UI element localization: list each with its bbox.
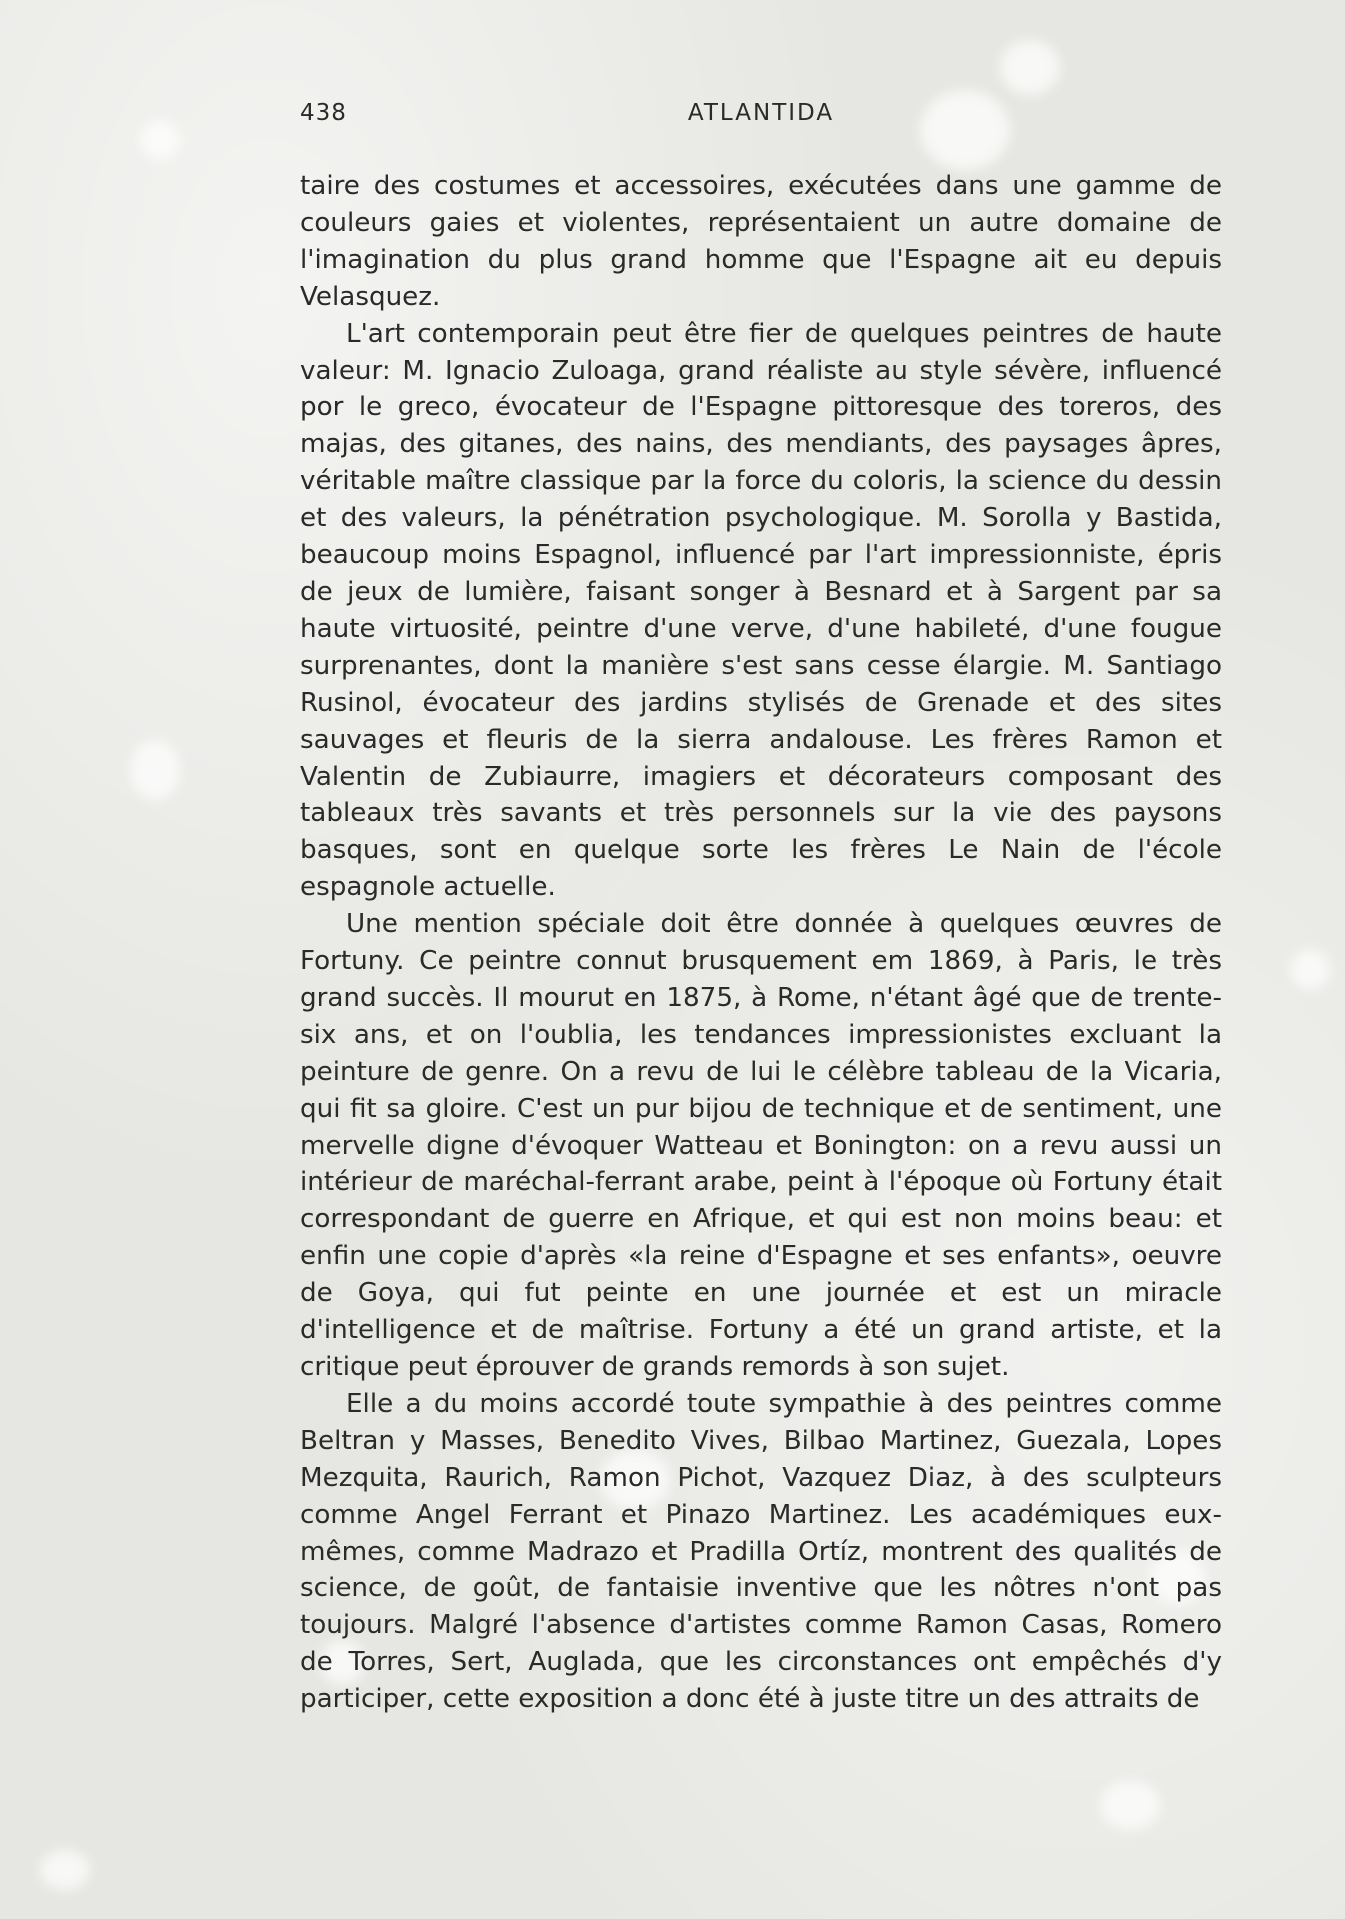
paragraph-fortuny: Une mention spéciale doit être donnée à quelques œuvres de Fortuny. Ce peintre connut brusquement em 1869, à Paris, le très grand succès. Il mourut en 1875, à Rome, n'étant âgé que de trente-six ans, et on l'oublia, les tendances impressionistes excluant la peinture de genre. On a revu de lui le célèbre tableau de la Vicaria, qui fit sa gloire. C'est un pur bijou de technique et de sentiment, une mervelle digne d'évoquer Watteau et Bonington: on a revu aussi un intérieur de maréchal-ferrant arabe, peint à l'époque où Fortuny était correspondant de guerre en Afrique, et qui est non moins beau: et enfin une copie d'après «la reine d'Espagne et ses enfants», oeuvre de Goya, qui fut peinte en une journée et est un miracle d'intelligence et de maîtrise. Fortuny a été un grand artiste, et la critique peut éprouver de grands remords à son sujet. bbox=[300, 909, 1222, 1382]
paragraph-other-artists: Elle a du moins accordé toute sympathie à des peintres comme Beltran y Masses, Benedito Vives, Bilbao Martinez, Guezala, Lopes Mezquita, Raurich, Ramon Pichot, Vazquez Diaz, à des sculpteurs comme Angel Ferrant et Pinazo Martinez. Les académiques eux-mêmes, comme Madrazo et Pradilla Ortíz, montrent des qualités de science, de goût, de fantaisie inventive que les nôtres n'ont pas toujours. Malgré l'absence d'artistes comme Ramon Casas, Romero de Torres, Sert, Auglada, que les circonstances ont empêchés d'y participer, cette exposition a donc été à juste titre un des attraits de bbox=[300, 1388, 1222, 1715]
paper-blemish bbox=[1000, 40, 1060, 95]
paper-blemish bbox=[1290, 950, 1330, 990]
paper-blemish bbox=[130, 740, 180, 800]
running-title: ATLANTIDA bbox=[687, 100, 835, 126]
page-number: 438 bbox=[300, 100, 347, 126]
paragraph-contemporary-painters: L'art contemporain peut être fier de quelques peintres de haute valeur: M. Ignacio Zuloaga, grand réaliste au style sévère, influencé por le greco, évocateur de l'Espagne pittoresque des toreros, des majas, des gitanes, des nains, des mendiants, des paysages âpres, véritable maître classique par la force du coloris, la science du dessin et des valeurs, la pénétration psychologique. M. Sorolla y Bastida, beaucoup moins Espagnol, influencé par l'art impressionniste, épris de jeux de lumière, faisant songer à Besnard et à Sargent par sa haute virtuosité, peintre d'une verve, d'une habileté, d'une fougue surprenantes, dont la manière s'est sans cesse élargie. M. Santiago Rusinol, évocateur des jardins stylisés de Grenade et des sites sauvages et fleuris de la sierra andalouse. Les frères Ramon et Valentin de Zubiaurre, imagiers et décorateurs composant des tableaux très savants et très personnels sur la vie des paysons basques, sont en quelque sorte les frères Le Nain de l'école espagnole actuelle. bbox=[300, 318, 1222, 903]
paper-blemish bbox=[140, 120, 180, 160]
paper-blemish bbox=[1100, 1780, 1160, 1830]
paragraph-continuation: taire des costumes et accessoires, exécutées dans une gamme de couleurs gaies et violentes, représentaient un autre domaine de l'imagination du plus grand homme que l'Espagne ait eu depuis Velasquez. bbox=[300, 171, 1222, 312]
paper-blemish bbox=[40, 1850, 90, 1890]
page-header bbox=[300, 100, 1222, 140]
body-text bbox=[300, 168, 1222, 1718]
